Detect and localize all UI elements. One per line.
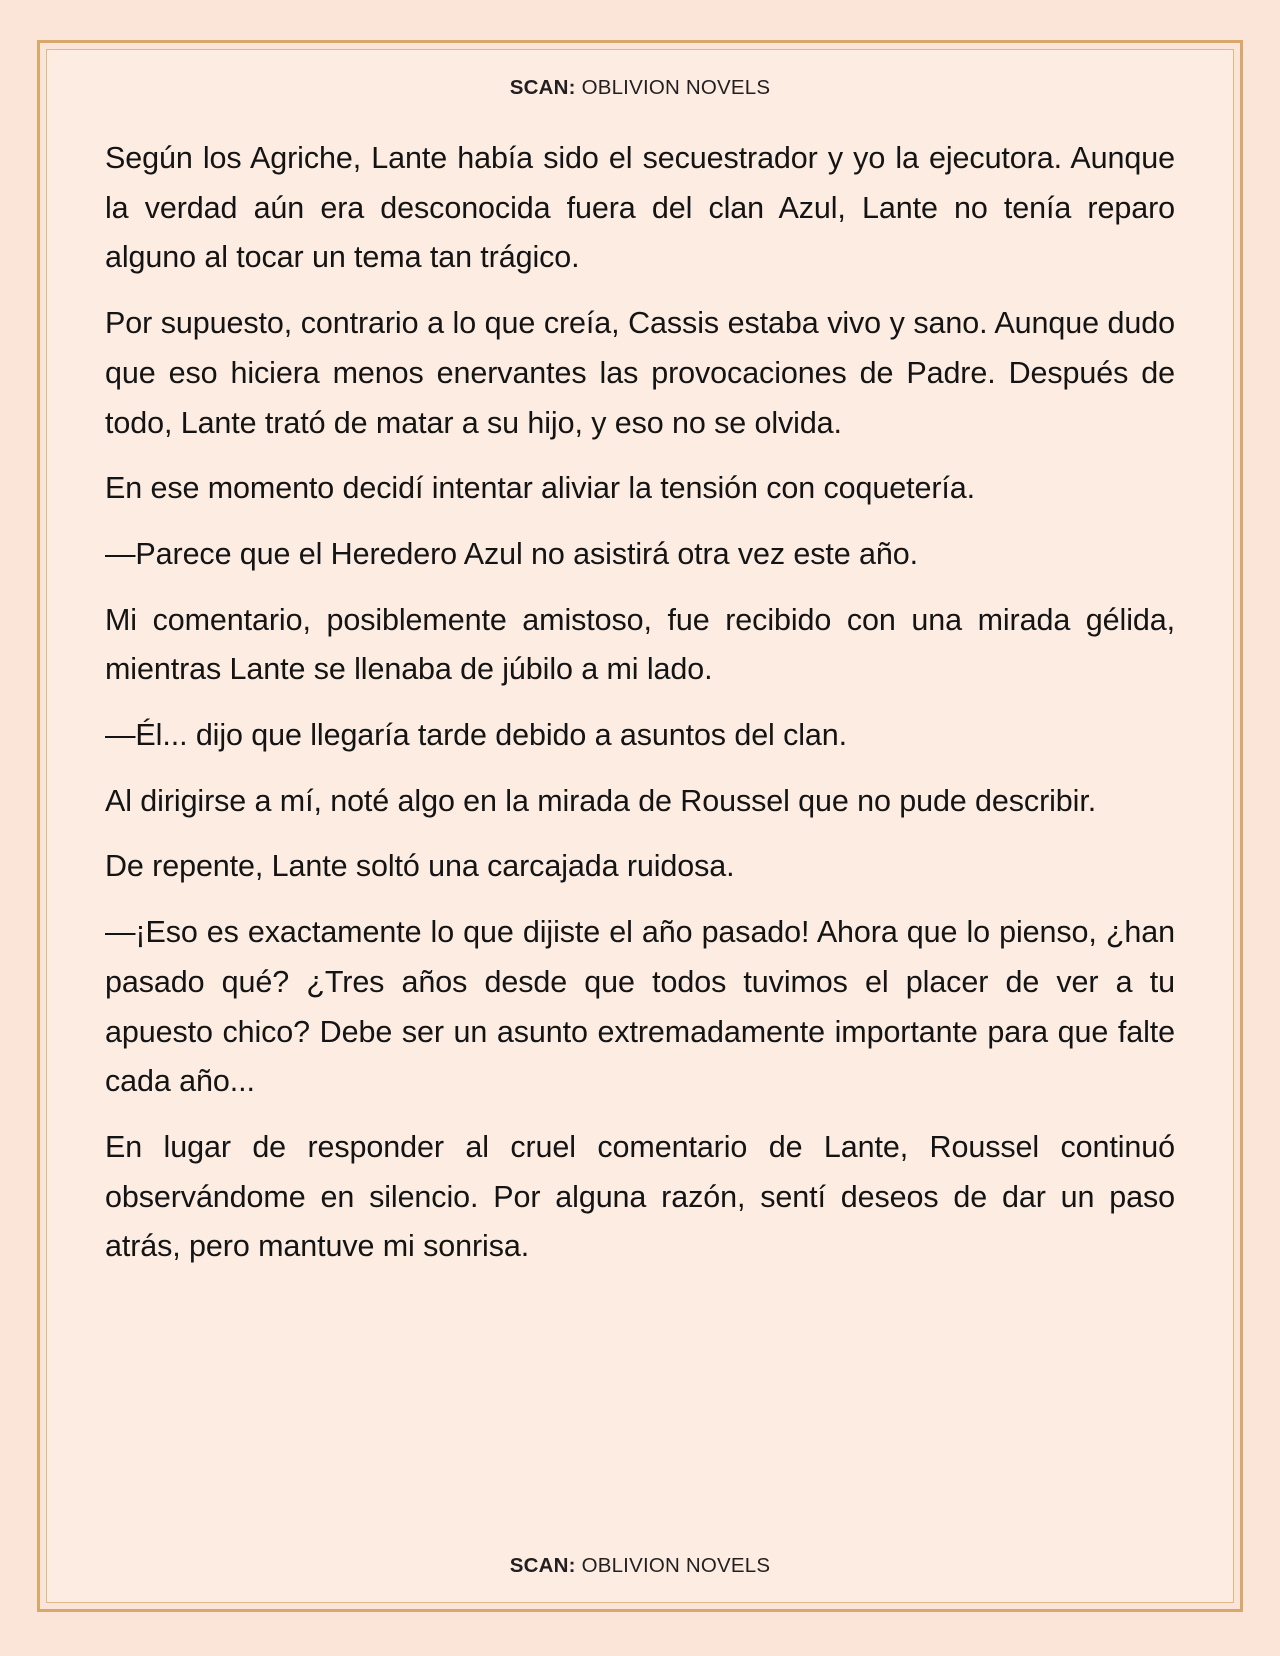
novel-body-text (105, 134, 1175, 1272)
paragraph-dialogue: —Él... dijo que llegaría tarde debido a asuntos del clan. (105, 718, 848, 753)
paragraph: Según los Agriche, Lante había sido el secuestrador y yo la ejecutora. Aunque la verdad aún era desconocida fuera del clan Azul, Lante no tenía reparo alguno al tocar un tema tan trágico. (105, 141, 1175, 275)
footer-scan-source: OBLIVION NOVELS (581, 1554, 771, 1577)
paragraph: Por supuesto, contrario a lo que creía, Cassis estaba vivo y sano. Aunque dudo que eso hiciera menos enervantes las provocaciones de Padre. Después de todo, Lante trató de matar a su hijo, y eso no se olvida. (105, 306, 1175, 440)
page-border-inner (46, 49, 1234, 1603)
paragraph: Al dirigirse a mí, noté algo en la mirada de Roussel que no pude describir. (105, 783, 1097, 818)
paragraph: En ese momento decidí intentar aliviar la tensión con coquetería. (105, 471, 976, 506)
header-scan-label: SCAN: (509, 76, 576, 99)
paragraph: De repente, Lante soltó una carcajada ruidosa. (105, 849, 735, 884)
page-border-outer (37, 40, 1243, 1612)
header-scan-source: OBLIVION NOVELS (581, 76, 771, 99)
page-content (47, 50, 1233, 1602)
paragraph-dialogue: —Parece que el Heredero Azul no asistirá otra vez este año. (105, 536, 918, 571)
paragraph: Mi comentario, posiblemente amistoso, fue recibido con una mirada gélida, mientras Lante se llenaba de júbilo a mi lado. (105, 602, 1175, 687)
footer-scan-watermark (105, 1528, 1175, 1584)
paragraph: En lugar de responder al cruel comentario de Lante, Roussel continuó observándome en silencio. Por alguna razón, sentí deseos de dar un paso atrás, pero mantuve mi sonrisa. (105, 1129, 1175, 1264)
footer-scan-label: SCAN: (509, 1554, 576, 1577)
header-scan-watermark (105, 76, 1175, 100)
paragraph-dialogue: —¡Eso es exactamente lo que dijiste el año pasado! Ahora que lo pienso, ¿han pasado qué? ¿Tres años desde que todos tuvimos el placer de ver a tu apuesto chico? Debe ser un asunto extremadamente importante para que falte cada año... (105, 915, 1175, 1099)
